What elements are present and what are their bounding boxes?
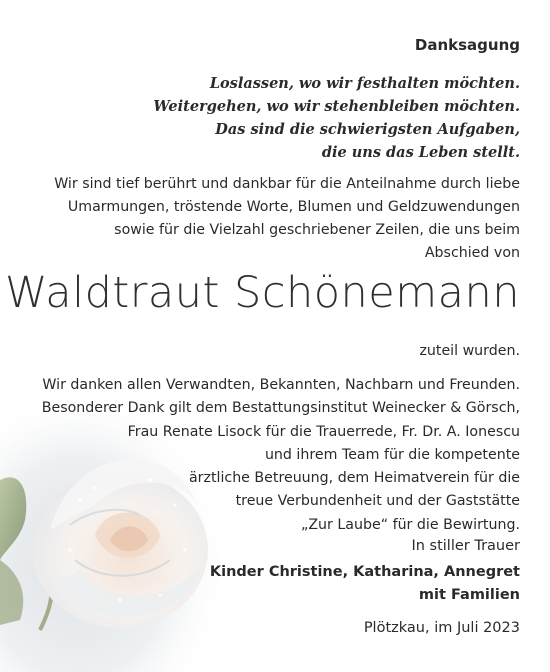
intro-line: Abschied von [424,245,520,261]
poem-line: Das sind die schwierigsten Aufgaben, [215,121,520,138]
after-name-text: zuteil wurden. [419,343,520,359]
poem-line: Loslassen, wo wir festhalten möchten. [209,75,520,92]
family-line: mit Familien [418,587,520,603]
family-names [210,561,520,607]
thanks-paragraph [42,374,520,537]
poem [153,72,520,164]
thanks-line: ärztliche Betreuung, dem Heimatverein für die [188,470,520,487]
deceased-name: Waldtraut Schönemann [5,268,520,318]
thanks-line: und ihrem Team für die kompetente [264,446,520,463]
thanks-line: Frau Renate Lisock für die Trauerrede, Fr. Dr. A. Ionescu [127,423,520,440]
thanks-line: treue Verbundenheit und der Gaststätte [235,493,520,510]
intro-paragraph [54,173,520,265]
poem-line: Weitergehen, wo wir stehenbleiben möchten. [153,98,520,115]
heading-danksagung: Danksagung [414,36,520,54]
intro-line: sowie für die Vielzahl geschriebener Zeilen, die uns beim [114,222,520,238]
intro-line: Umarmungen, tröstende Worte, Blumen und Geldzuwendungen [67,199,520,215]
mourning-label: In stiller Trauer [411,538,520,554]
intro-line: Wir sind tief berührt und dankbar für die Anteilnahme durch liebe [54,176,520,192]
place-date: Plötzkau, im Juli 2023 [363,620,520,636]
thanks-line: Wir danken allen Verwandten, Bekannten, Nachbarn und Freunden. [42,377,520,393]
poem-line: die uns das Leben stellt. [321,144,520,161]
thanks-line: Besonderer Dank gilt dem Bestattungsinstitut Weinecker & Görsch, [41,400,520,417]
thanks-line: „Zur Laube“ für die Bewirtung. [300,516,520,533]
family-line: Kinder Christine, Katharina, Annegret [209,564,520,580]
